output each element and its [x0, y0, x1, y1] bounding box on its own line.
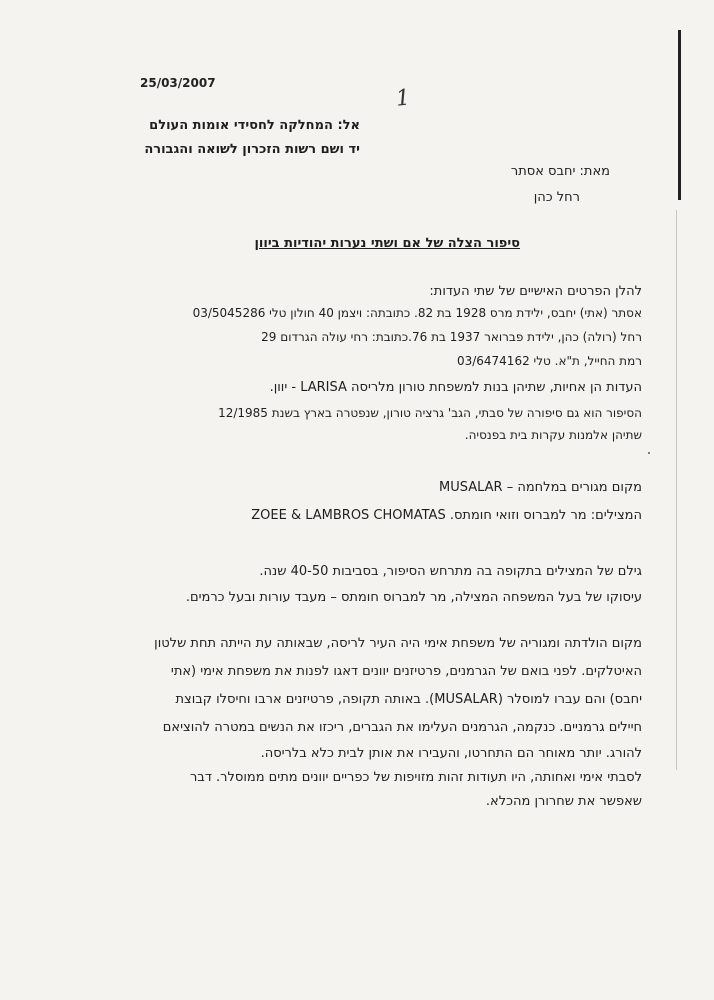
witness-2-details-cont: רמת החייל, ת"א. טלי 03/6474162: [456, 354, 642, 368]
scan-speck: [648, 452, 650, 454]
story-line1: מקום הולדתה ומגוריה של משפחת אימי היה העיר לריסה, שבאותה עת הייתה תחת שלטון: [154, 636, 642, 651]
scan-edge-shadow: [676, 210, 677, 770]
from-line-1: מאת: יחבס אסתר: [510, 164, 610, 179]
story-line6: לסבתי אימי ואחותה, היו תעודות זהות מזויפות של כפריים יוונים מתים ממוסלר. דבר: [189, 770, 642, 785]
letter-date: 25/03/2007: [140, 76, 216, 90]
story-line5: להורג. יותר מאוחר הם התחרטו, והעבירו את אותן לבית כלא בלריסה.: [260, 746, 642, 761]
to-line-2: יד ושם רשות הזכרון לשואה והגבורה: [144, 142, 360, 157]
to-line-1: אל: המחלקה לחסידי אומות העולם: [149, 118, 360, 133]
rescuers: המצילים: מר למברוס וזואי חומתס. ZOEE & LAMBROS CHOMATAS: [251, 508, 642, 523]
page-number-handwritten: 1: [394, 85, 412, 112]
witness-1-details: אסתר (אתי) יחבס, ילידת מרס 1928 בת 82. כתובתה: ויצמן 40 חולון טלי 03/5045286: [192, 306, 642, 320]
story-line2: האיטלקים. לפני בואם של הגרמנים, פרטיזנים יוונים דאגו לפנות את משפחת אימי (אתי: [170, 664, 642, 679]
document-title: סיפור הצלה של אם ושתי נערות יהודיות ביוון: [254, 236, 520, 251]
details-intro: להלן הפרטים האישיים של שתי העדות:: [429, 284, 642, 299]
binding-edge: [678, 30, 681, 200]
from-line-2: רחל כהן: [533, 190, 580, 205]
rescuers-age: גילם של המצילים בתקופה בה מתרחש הסיפור, בסביבות 40-50 שנה.: [259, 564, 642, 579]
para1-line3: שתיהן אלמנות עקרות בית בפנסיה.: [464, 428, 642, 442]
story-line7: שאפשר את שחרורן מהכלא.: [485, 794, 642, 809]
para1-line2: הסיפור הוא גם סיפורה של סבתי, הגב' גרציה טורון, שנפטרה בארץ בשנת 12/1985: [218, 406, 642, 420]
story-line4: חיילים גרמניים. כנקמה, הגרמנים העלימו את הגברים, ריכזו את הנשים במטרה להוציאם: [162, 720, 642, 735]
story-line3: יחבס) והם עברו למוסלר (MUSALAR). באותה תקופה, פרטיזנים ארבו וחיסלו קבוצת: [175, 692, 642, 707]
rescuer-occupation: עיסוקו של בעל המשפחה המצילה, מר למברוס חומתס – מעבד עורות ובעל כרמים.: [185, 590, 642, 605]
hiding-place: מקום מגורים במלחמה – MUSALAR: [439, 480, 642, 495]
para1-line1: העדות הן אחיות, שתיהן בנות למשפחת טורון מלריסה LARISA - יוון.: [269, 380, 642, 395]
witness-2-details: רחל (רולה) כהן, ילידת פברואר 1937 בת 76.כתובת: רחי עולה הגרדום 29: [261, 330, 642, 344]
